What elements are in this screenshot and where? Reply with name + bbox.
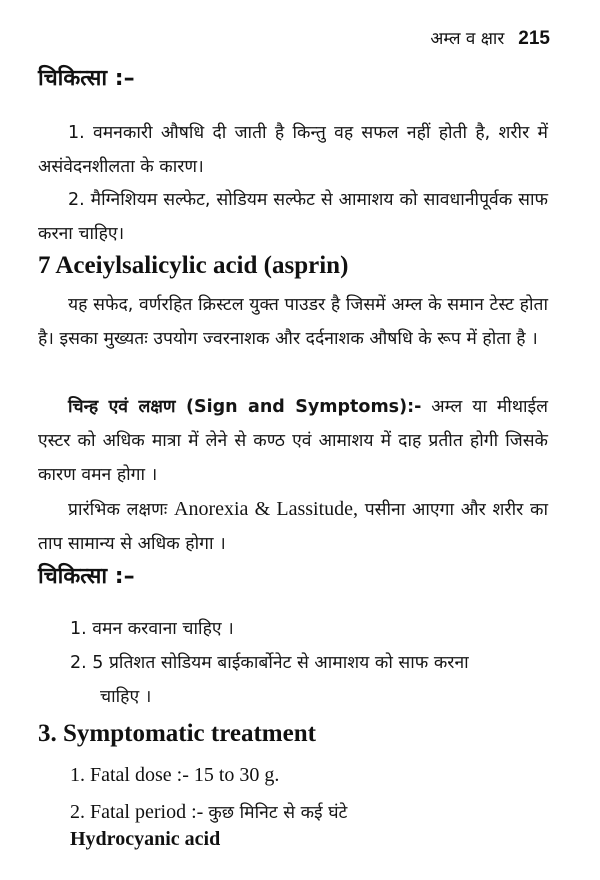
initial-symptoms-text: पसीना आएगा और शरीर का ताप सामान्य से अधिक होगा । (38, 500, 548, 554)
signs-symptoms-paragraph (38, 390, 548, 492)
fatal-period (70, 796, 347, 830)
treatment2-item-2-cont: चाहिए । (100, 687, 152, 707)
treatment2-item-1: 1. वमन करवाना चाहिए । (70, 619, 234, 639)
initial-symptoms-english: Anorexia & Lassitude, (174, 498, 358, 520)
chapter-title: अम्ल व क्षार (430, 29, 505, 49)
running-header (430, 26, 550, 50)
signs-symptoms-label: चिन्ह एवं लक्षण (Sign and Symptoms):- (68, 397, 422, 417)
treatment-heading-2: चिकित्सा :– (38, 564, 135, 589)
signs-symptoms-text: अम्ल या मीथाईल एस्टर को अधिक मात्रा में लेने से कण्ठ एवं आमाशय में दाह प्रतीत होगी जिसके कारण वमन होगा । (38, 397, 548, 485)
page-number: 215 (518, 28, 550, 49)
fatal-dose: 1. Fatal dose :- 15 to 30 g. (70, 764, 280, 786)
fatal-period-label: 2. Fatal period :- (70, 801, 209, 823)
treatment2-item-2: 2. 5 प्रतिशत सोडियम बाईकार्बोनेट से आमाशय को साफ करना (70, 653, 469, 673)
aspirin-heading: 7 Aceiylsalicylic acid (asprin) (38, 252, 349, 279)
initial-symptoms-paragraph (38, 492, 548, 561)
next-topic-heading: Hydrocyanic acid (70, 828, 221, 850)
treatment-item-1: 1. वमनकारी औषधि दी जाती है किन्तु वह सफल नहीं होती है, शरीर में असंवेदनशीलता के कारण। (38, 123, 548, 177)
initial-symptoms-label: प्रारंभिक लक्षणः (68, 500, 175, 520)
treatment-item-2: 2. मैग्निशियम सल्फेट, सोडियम सल्फेट से आमाशय को सावधानीपूर्वक साफ करना चाहिए। (38, 190, 548, 244)
treatment-heading-1: चिकित्सा :– (38, 66, 135, 91)
fatal-period-value: कुछ मिनिट से कई घंटे (208, 803, 348, 823)
aspirin-description: यह सफेद, वर्णरहित क्रिस्टल युक्त पाउडर है जिसमें अम्ल के समान टेस्ट होता है। इसका मुख्यतः उपयोग ज्वरनाशक और दर्दनाशक औषधि के रूप में होता है । (38, 295, 548, 349)
symptomatic-treatment-heading: 3. Symptomatic treatment (38, 720, 316, 747)
